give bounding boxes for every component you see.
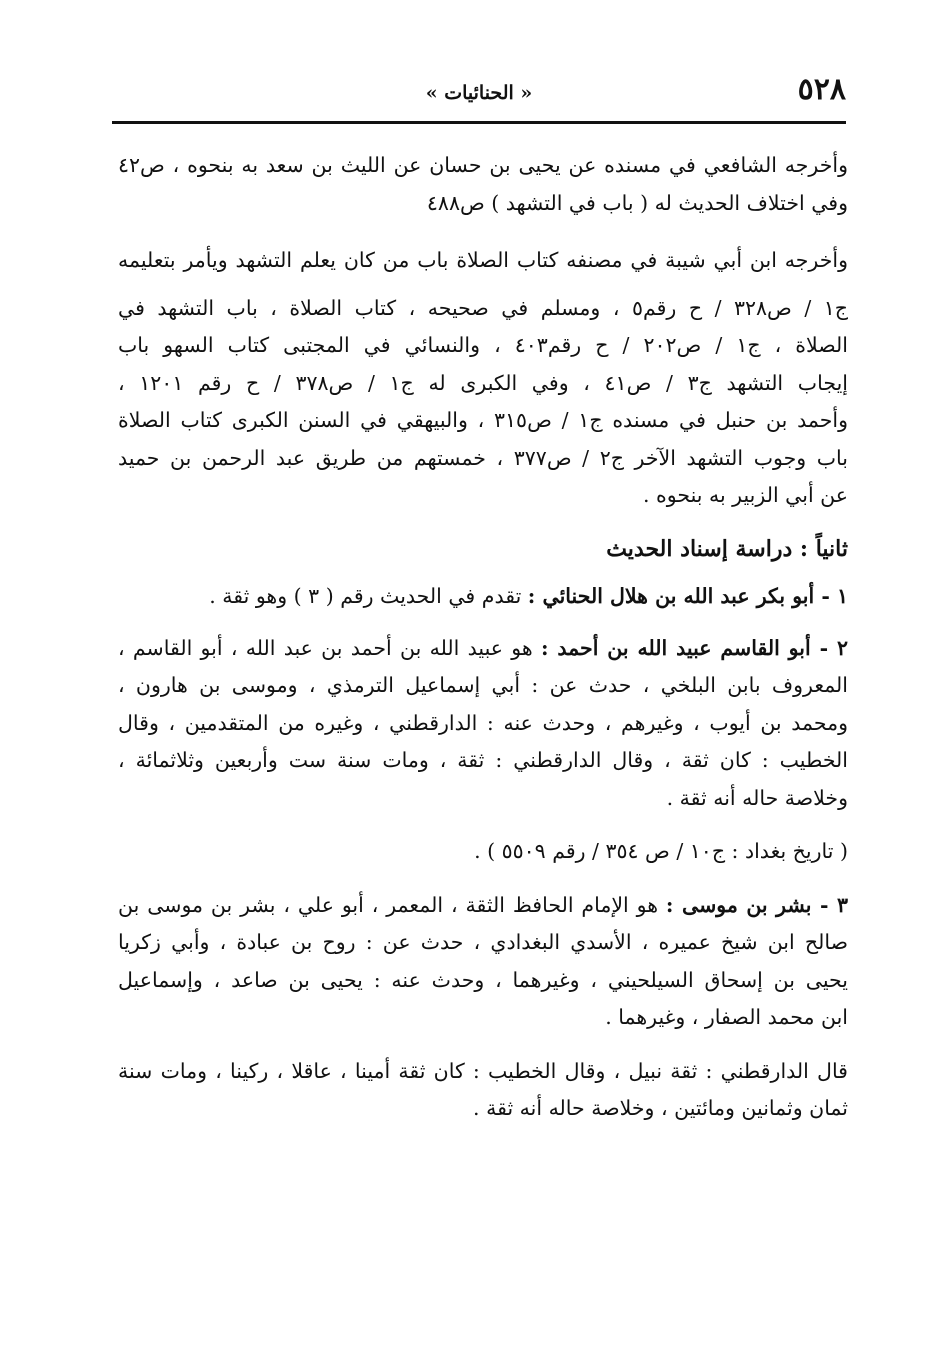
narrator-name: ٣ - بشر بن موسى :	[665, 892, 849, 917]
text-line: إيجاب التشهد ج٣ / ص٤١ ، وفي الكبرى له ج١ / ص٣٧٨ / ح رقم ١٢٠١ ،	[118, 370, 848, 395]
text-line: عن أبي الزبير به بنحوه .	[642, 483, 848, 507]
text-line: ابن محمد الصفار ، وغيرهما .	[605, 1005, 848, 1029]
text-line: ثمان وثمانين ومائتين ، وخلاصة حاله أنه ثقة .	[473, 1096, 848, 1120]
narrator-3-closing	[118, 1053, 848, 1128]
narrator-1	[118, 578, 848, 616]
text-line: وفي اختلاف الحديث له ( باب في التشهد ) ص٤٨٨	[426, 190, 848, 215]
page-content	[118, 147, 848, 1134]
text-line: ج١ / ص٣٢٨ / ح رقم٥ ، ومسلم في صحيحه ، كتاب الصلاة ، باب التشهد في	[118, 295, 848, 320]
text-line: ( تاريخ بغداد : ج١٠ / ص ٣٥٤ / رقم ٥٥٠٩ ) .	[474, 839, 848, 863]
text-line: يحيى بن إسحاق السيلحيني ، وغيرهما ، وحدث عنه : يحيى بن صاعد ، وإسماعيل	[118, 967, 848, 992]
text-line	[118, 578, 848, 616]
text-line: وخلاصة حاله أنه ثقة .	[666, 785, 848, 810]
narrator-name: ١ - أبو بكر عبد الله بن هلال الحنائي :	[527, 584, 848, 608]
page-number: ٥٢٨	[797, 72, 846, 107]
section-heading: ثانياً : دراسة إسناد الحديث	[606, 535, 848, 562]
narrator-text: هو الإمام الحافظ الثقة ، المعمر ، أبو علي ، بشر بن موسى بن	[118, 892, 666, 917]
running-title: « الحنائيات »	[425, 82, 533, 104]
text-line: قال الدارقطني : ثقة نبيل ، وقال الخطيب : كان ثقة أمينا ، عاقلا ، ركينا ، ومات سنة	[118, 1058, 848, 1083]
narrator-name: ٢ - أبو القاسم عبيد الله بن أحمد :	[540, 635, 848, 660]
narrator-2	[118, 630, 848, 818]
text-line: ومحمد بن أيوب ، وغيرهم ، وحدث عنه : الدارقطني ، وغيره من المتقدمين ، وقال	[118, 710, 848, 735]
header-rule	[112, 121, 846, 124]
text-line: وأخرجه الشافعي في مسنده عن يحيى بن حسان عن الليث بن سعد به بنحوه ، ص٤٢	[118, 153, 848, 177]
text-line: المعروف بابن البلخي ، حدث عن : أبي إسماعيل الترمذي ، وموسى بن هارون ،	[118, 673, 848, 697]
page-header	[112, 72, 846, 116]
narrator-text: هو عبيد الله بن أحمد بن عبد الله ، أبو القاسم ،	[118, 635, 541, 660]
text-line: الصلاة ، ج١ / ص٢٠٢ / ح رقم٤٠٣ ، والنسائي في المجتبى كتاب السهو باب	[118, 333, 848, 357]
text-line	[118, 887, 848, 925]
narrator-3	[118, 887, 848, 1037]
text-line: باب وجوب التشهد الآخر ج٢ / ص٣٧٧ ، خمستهم من طريق عبد الرحمن بن حميد	[118, 445, 848, 470]
paragraph-ibn-abi-shayba	[118, 242, 848, 515]
text-line: وأحمد بن حنبل في مسنده ج١ / ص٣١٥ ، والبيهقي في السنن الكبرى كتاب الصلاة	[118, 408, 848, 432]
paragraph-shafii	[118, 147, 848, 222]
text-line: وأخرجه ابن أبي شيبة في مصنفه كتاب الصلاة باب من كان يعلم التشهد ويأمر بتعليمه	[118, 248, 848, 272]
text-line	[118, 630, 848, 668]
reference-citation	[118, 833, 848, 871]
text-line: صالح ابن شيخ عميره ، الأسدي البغدادي ، حدث عن : روح بن عبادة ، وأبي زكريا	[118, 930, 848, 954]
narrator-text: تقدم في الحديث رقم ( ٣ ) وهو ثقة .	[209, 584, 528, 608]
text-line: الخطيب : كان ثقة ، وقال الدارقطني : ثقة ، ومات سنة ست وأربعين وثلاثمائة ،	[118, 748, 848, 772]
